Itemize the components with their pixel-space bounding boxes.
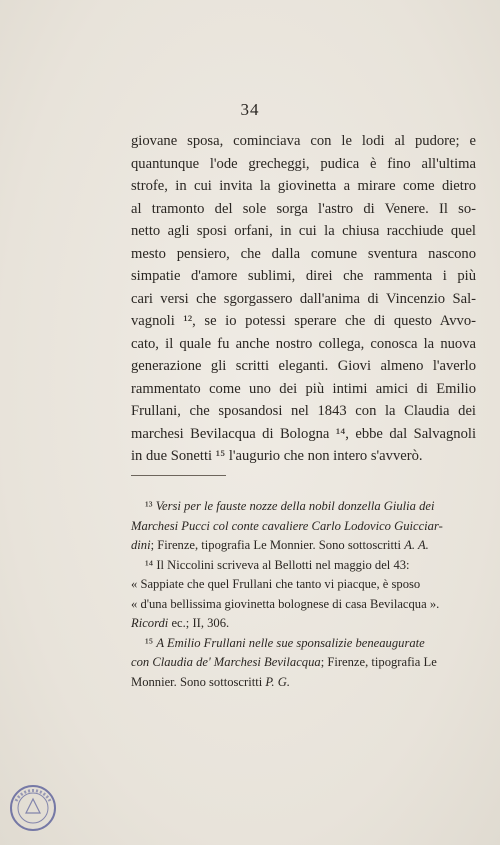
footnote-mark: ¹⁵ — [145, 635, 154, 650]
footnote-14 — [131, 556, 476, 576]
footnote-divider — [131, 475, 226, 476]
footnote-mark: ¹⁴ — [145, 557, 154, 572]
footnote-text: dini — [131, 538, 151, 552]
footnotes — [131, 497, 476, 692]
text-line: strofe, in cui invita la giovinetta a mirare come dietro — [131, 178, 476, 194]
footnote-text: « Sappiate che quel Frullani che tanto vi piacque, è sposo — [131, 577, 421, 591]
footnote-line — [131, 673, 476, 693]
footnote-text: Ricordi — [131, 616, 169, 630]
footnote-line — [131, 614, 476, 634]
footnote-text: Monnier. Sono sottoscritti — [131, 674, 263, 689]
text-line: Frullani, che sposandosi nel 1843 con la Claudia dei — [131, 403, 476, 419]
footnote-signature: P. G. — [265, 674, 290, 689]
page-number: 34 — [240, 100, 260, 119]
text-line: al tramonto del sole sorga l'astro di Venere. Il so- — [131, 200, 476, 217]
text-line: generazione gli scritti eleganti. Giovi almeno l'averlo — [131, 358, 476, 374]
footnote-text: Versi per le fauste nozze della nobil donzella Giulia dei — [155, 499, 435, 513]
footnote-line — [131, 517, 476, 537]
footnote-text: ; Firenze, tipografia Le — [320, 655, 437, 669]
footnote-line — [131, 575, 476, 595]
footnote-text: ec.; II, 306. — [171, 616, 230, 630]
footnote-signature: A. A. — [404, 538, 429, 552]
footnote-15 — [131, 634, 476, 654]
text-line: in due Sonetti ¹⁵ l'augurio che non intero s'avverò. — [131, 448, 423, 464]
text-line: quantunque l'ode grecheggi, pudica è fino all'ultima — [131, 155, 476, 172]
text-line: netto agli sposi orfani, in cui la chiusa racchiude quel — [131, 223, 476, 239]
footnote-mark: ¹³ — [145, 499, 153, 513]
footnote-text: Il Niccolini scriveva al Bellotti nel maggio del 43: — [156, 557, 410, 572]
text-line: marchesi Bevilacqua di Bologna ¹⁴, ebbe dal Salvagnoli — [131, 425, 476, 442]
footnote-line — [131, 653, 476, 673]
body-text — [131, 130, 476, 468]
footnote-text: con Claudia de' Marchesi Bevilacqua — [131, 655, 321, 669]
text-line: vagnoli ¹², se io potessi sperare che di questo Avvo- — [131, 313, 476, 329]
footnote-13 — [131, 497, 476, 517]
footnote-text: « d'una bellissima giovinetta bolognese di casa Bevilacqua ». — [131, 596, 440, 611]
text-line: cato, il quale fu anche nostro collega, conosca la nuova — [131, 335, 476, 352]
library-stamp-icon — [8, 783, 58, 833]
text-line: simpatie d'amore sublimi, direi che rammenta i più — [131, 268, 476, 284]
text-line: rammentato come uno dei più intimi amici di Emilio — [131, 380, 476, 397]
footnote-text: A Emilio Frullani nelle sue sponsalizie beneaugurate — [156, 635, 425, 650]
footnote-line — [131, 595, 476, 615]
text-line: giovane sposa, cominciava con le lodi al pudore; e — [131, 133, 476, 149]
footnote-line — [131, 536, 476, 556]
footnote-text: Marchesi Pucci col conte cavaliere Carlo Lodovico Guicciar- — [131, 518, 443, 533]
text-line: cari versi che sgorgassero dall'anima di Vincenzio Sal- — [131, 290, 476, 307]
text-line: mesto pensiero, che dalla comune sventura nascono — [131, 245, 476, 262]
footnote-text: ; Firenze, tipografia Le Monnier. Sono sottoscritti — [150, 538, 402, 552]
